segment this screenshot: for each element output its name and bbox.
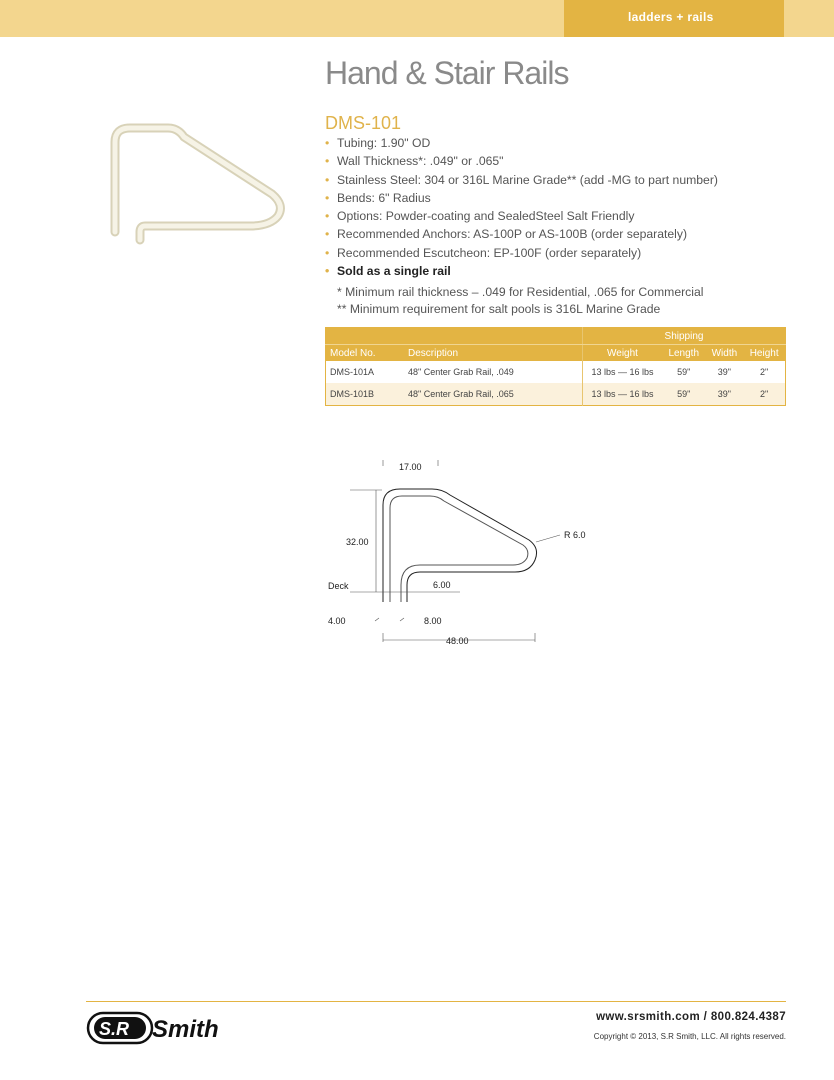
sr-smith-logo bbox=[86, 1011, 261, 1045]
cell-length: 59" bbox=[662, 383, 705, 406]
cell-weight: 13 lbs — 16 lbs bbox=[583, 383, 663, 406]
footnote: ** Minimum requirement for salt pools is 316L Marine Grade bbox=[337, 301, 661, 316]
shipping-header: Shipping bbox=[583, 328, 786, 345]
cell-description: 48" Center Grab Rail, .065 bbox=[404, 383, 583, 406]
feature-item: • Options: Powder-coating and SealedSteel Salt Friendly bbox=[325, 209, 635, 224]
feature-item: • Tubing: 1.90" OD bbox=[325, 136, 431, 150]
footer-divider bbox=[86, 1001, 786, 1002]
feature-list bbox=[325, 134, 718, 280]
cell-weight: 13 lbs — 16 lbs bbox=[583, 361, 663, 383]
dim-top-width: 17.00 bbox=[399, 462, 422, 472]
col-description: Description bbox=[404, 345, 583, 362]
feature-item: • Wall Thickness*: .049" or .065" bbox=[325, 154, 504, 169]
label-deck: Deck bbox=[328, 581, 349, 591]
cell-height: 2" bbox=[743, 361, 785, 383]
footnote: * Minimum rail thickness – .049 for Residential, .065 for Commercial bbox=[337, 285, 704, 299]
dimension-lines bbox=[350, 460, 560, 642]
feature-item: • Recommended Anchors: AS-100P or AS-100B (order separately) bbox=[325, 227, 688, 242]
cell-length: 59" bbox=[662, 361, 705, 383]
footnotes bbox=[337, 284, 703, 317]
svg-text:Smith: Smith bbox=[152, 1016, 219, 1043]
page-title: Hand & Stair Rails bbox=[325, 55, 569, 91]
table-row bbox=[326, 361, 786, 383]
dimension-drawing bbox=[320, 450, 620, 650]
feature-item: • Stainless Steel: 304 or 316L Marine Grade** (add -MG to part number) bbox=[325, 172, 718, 187]
top-banner bbox=[0, 0, 834, 37]
col-model: Model No. bbox=[326, 345, 405, 362]
feature-item: • Recommended Escutcheon: EP-100F (order separately) bbox=[325, 245, 642, 260]
dim-height: 32.00 bbox=[346, 537, 369, 547]
dim-foot: 8.00 bbox=[424, 616, 442, 626]
rail-photo bbox=[100, 110, 300, 250]
col-length: Length bbox=[662, 345, 705, 362]
cell-height: 2" bbox=[743, 383, 785, 406]
copyright: Copyright © 2013, S.R Smith, LLC. All rights reserved. bbox=[593, 1032, 786, 1041]
dim-inner: 6.00 bbox=[433, 580, 451, 590]
dim-below-deck: 4.00 bbox=[328, 616, 346, 626]
col-weight: Weight bbox=[583, 345, 663, 362]
feature-item: • Bends: 6" Radius bbox=[325, 190, 431, 205]
col-height: Height bbox=[743, 345, 785, 362]
cell-width: 39" bbox=[705, 383, 743, 406]
cell-model: DMS-101B bbox=[326, 383, 405, 406]
website-phone: www.srsmith.com / 800.824.4387 bbox=[596, 1011, 786, 1023]
table-row bbox=[326, 383, 786, 406]
rail-outline bbox=[383, 489, 537, 602]
svg-text:S.R: S.R bbox=[99, 1019, 130, 1039]
section-label: ladders + rails bbox=[628, 10, 714, 24]
dim-overall: 48.00 bbox=[446, 636, 469, 646]
section-tab bbox=[564, 0, 784, 37]
spec-table bbox=[325, 327, 786, 406]
feature-item: • Sold as a single rail bbox=[325, 264, 451, 279]
cell-model: DMS-101A bbox=[326, 361, 405, 383]
col-width: Width bbox=[705, 345, 743, 362]
model-heading: DMS-101 bbox=[325, 113, 402, 133]
cell-description: 48" Center Grab Rail, .049 bbox=[404, 361, 583, 383]
dim-radius: R 6.0 bbox=[564, 530, 586, 540]
cell-width: 39" bbox=[705, 361, 743, 383]
table-header-spacer bbox=[326, 328, 583, 345]
